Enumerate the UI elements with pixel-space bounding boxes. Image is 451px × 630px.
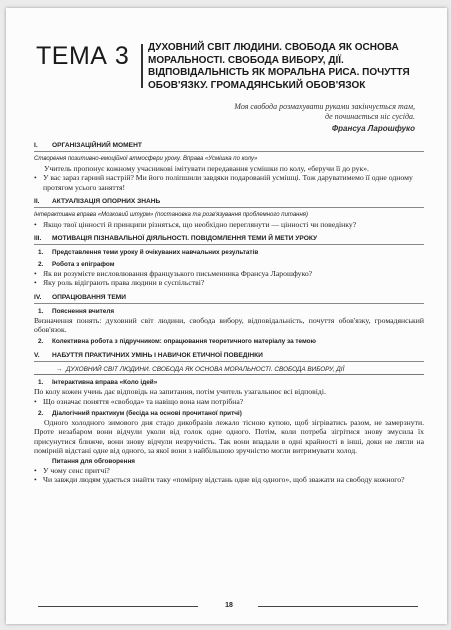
subsection-item [34, 248, 424, 257]
bullet-icon: • [34, 269, 37, 279]
arrow-icon: → [56, 366, 63, 374]
item-title: Представлення теми уроку й очікуваних навчальних результатів [52, 249, 259, 257]
page-footer [38, 602, 418, 612]
section-title: ОПРАЦЮВАННЯ ТЕМИ [52, 293, 127, 301]
bullet-item [34, 220, 424, 229]
section-number: III. [34, 235, 42, 243]
subsection-item [34, 378, 424, 387]
topic-subheading-text: ДУХОВНИЙ СВІТ ЛЮДИНИ. СВОБОДА ЯК ОСНОВА МОРАЛЬНОСТІ. СВОБОДА ВИБОРУ, ДІЇ [66, 366, 345, 374]
item-number: 2. [38, 338, 44, 346]
bullet-item [34, 278, 424, 287]
subsection-item [34, 307, 424, 316]
paragraph: Визначення понять: духовний світ людини, свобода вибору, відповідальність, почуття обов'язку, громадянський обов'язок. [34, 315, 424, 335]
bullet-item [34, 269, 424, 278]
section-number: IV. [34, 293, 42, 301]
bullet-text: Якщо твої цінності й принципи різняться, що необхідно переглянути — цінності чи поведінку? [43, 219, 357, 229]
section-title: АКТУАЛІЗАЦІЯ ОПОРНИХ ЗНАНЬ [52, 197, 161, 205]
section-title: ОРГАНІЗАЦІЙНИЙ МОМЕНТ [52, 142, 142, 149]
item-number: 2. [38, 409, 44, 417]
subsection-item [34, 409, 424, 418]
bullet-icon: • [34, 466, 37, 476]
item-title: Інтерактивна вправа «Коло ідей» [52, 379, 158, 387]
epigraph-line-1: Моя свобода розмахувати руками закінчується там, [234, 102, 415, 111]
section-number: V. [34, 352, 40, 360]
item-number: 1. [38, 379, 44, 387]
bullet-text: У вас зараз гарний настрій? Ми його поліпшили завдяки подарованій усмішці. Тож даруватимемо її одне одному протягом усього заняття! [43, 173, 413, 192]
footer-line-right [258, 606, 418, 607]
parable-text: Одного холодного зимового дня стадо дикобразів лежало тісною купою, щоб зігріватись разом, не замерзнути. Проте незабаром вони відчули уколи від голок одне одного. Потім, коли потреба зігрітися знову змусила їх присунутися ближче, вони знову відчули незручність. Так вони впадали в одні крайності в інші, доки не лягли на помірній відстані одне від одного, за якої вони з найбільшою зручністю могли витримувати холод. [34, 417, 424, 455]
section-heading-5 [34, 351, 424, 362]
item-number: 1. [38, 249, 44, 257]
bullet-item [34, 173, 424, 192]
section-title: МОТИВАЦІЯ ПІЗНАВАЛЬНОЇ ДІЯЛЬНОСТІ. ПОВІДОМЛЕННЯ ТЕМИ Й МЕТИ УРОКУ [52, 235, 318, 243]
item-title: Пояснення вчителя [52, 307, 115, 315]
book-page [6, 8, 447, 624]
subsection-item [34, 337, 424, 346]
lesson-title: ДУХОВНИЙ СВІТ ЛЮДИНИ. СВОБОДА ЯК ОСНОВА МОРАЛЬНОСТІ. СВОБОДА ВИБОРУ, ДІЇ. ВІДПОВІДАЛЬНІСТЬ ЯК МОРАЛЬНА РИСА. ПОЧУТТЯ ОБОВ'ЯЗКУ. ГРОМАДЯНСЬКИЙ ОБОВ'ЯЗОК [148, 42, 410, 91]
epigraph [185, 102, 415, 134]
bullet-text: Що означає поняття «свобода» та навіщо вона нам потрібна? [43, 396, 244, 406]
section-heading-4 [34, 293, 424, 304]
lesson-content [34, 136, 424, 485]
section-title: НАБУТТЯ ПРАКТИЧНИХ УМІНЬ І НАВИЧОК ЕТИЧНОЇ ПОВЕДІНКИ [52, 352, 263, 360]
bullet-text: Чи завжди людям удається знайти таку «помірну відстань одне від одного», щоб зважати на свободу кожного? [43, 475, 405, 485]
item-title: Колективна робота з підручником: опрацювання теоретичного матеріалу за темою [52, 338, 317, 346]
bullet-icon: • [34, 475, 37, 485]
bullet-item [34, 466, 424, 475]
section-heading-2 [34, 197, 424, 208]
bullet-text: Яку роль відіграють права людини в суспільстві? [43, 278, 205, 288]
discussion-label: Питання для обговорення [52, 458, 136, 466]
epigraph-line-2: де починається ніс сусіда. [324, 112, 415, 121]
subsection-item [34, 260, 424, 269]
bullet-item [34, 397, 424, 406]
paragraph: Учитель пропонує кожному учасникові імітувати передавання усмішки по колу, «беручи її до рук». [44, 164, 369, 173]
divider [34, 374, 424, 375]
bullet-text: Як ви розумієте висловлювання французького письменника Франсуа Ларошфуко? [43, 269, 313, 279]
item-number: 1. [38, 307, 44, 315]
paragraph: По колу кожен учень дає відповідь на запитання, потім учитель узагальнює всі відповіді. [34, 387, 326, 397]
bullet-icon: • [34, 396, 37, 406]
item-number: 2. [38, 261, 44, 269]
section-number: II. [34, 197, 40, 205]
bullet-item [34, 475, 424, 484]
item-title: Робота з епіграфом [52, 261, 115, 269]
bullet-icon: • [34, 278, 37, 288]
section-subtitle: Інтерактивна вправа «Мозковий штурм» (постановка та розв'язування проблемного питання) [34, 211, 308, 218]
section-number: I. [34, 142, 38, 149]
footer-line-left [38, 606, 198, 607]
theme-divider [141, 44, 143, 88]
bullet-text: У чому сенс притчі? [43, 466, 110, 476]
section-heading-3 [34, 234, 424, 245]
theme-label: ТЕМА 3 [36, 42, 130, 70]
item-title: Діалогічний практикум (бесіда на основі прочитаної притчі) [52, 409, 242, 417]
section-subtitle: Створення позитивно-емоційної атмосфери уроку. Вправа «Усмішка по колу» [34, 156, 258, 162]
bullet-icon: • [34, 219, 37, 229]
section-heading-1 [34, 141, 424, 152]
page-number: 18 [225, 602, 233, 609]
topic-subheading [34, 365, 424, 374]
bullet-icon: • [34, 173, 37, 183]
epigraph-author: Франсуа Ларошфуко [331, 124, 415, 133]
